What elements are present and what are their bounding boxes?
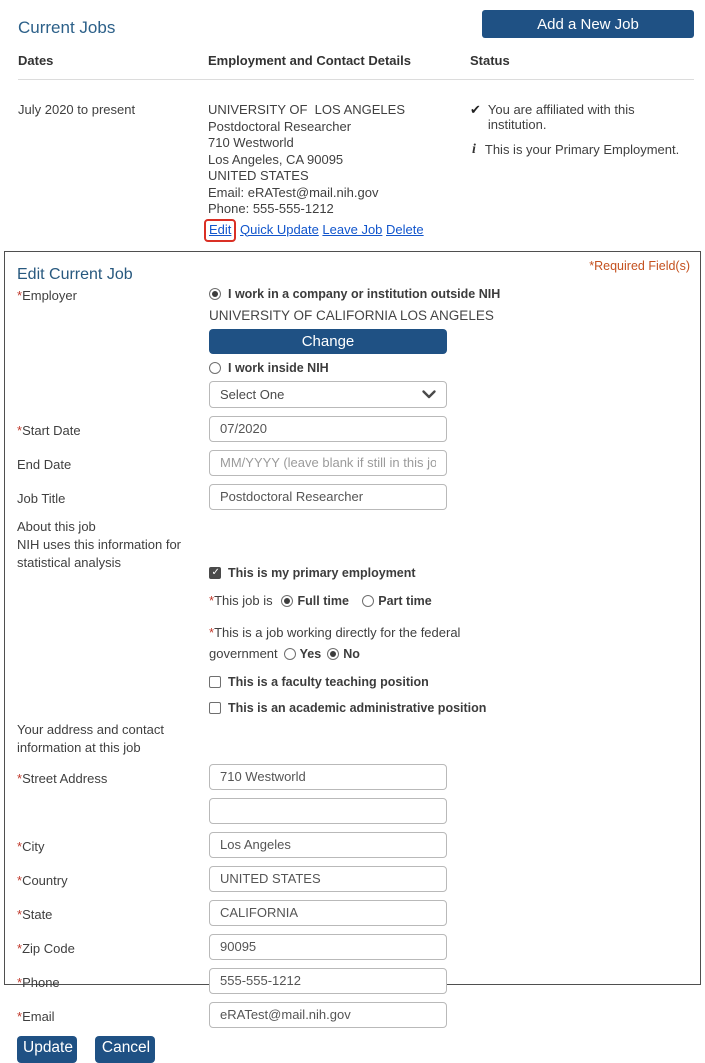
country-label: *Country [17, 872, 68, 888]
part-time-radio[interactable] [362, 595, 374, 607]
add-new-job-button[interactable]: Add a New Job [482, 10, 694, 38]
about-this-job-label: About this job NIH uses this information for statistical analysis [17, 518, 182, 570]
federal-yes-radio[interactable] [284, 648, 296, 660]
email-input[interactable] [209, 1002, 447, 1028]
federal-no-radio-label: No [343, 646, 360, 661]
primary-employment-status [470, 142, 694, 157]
employer-label: *Employer [17, 287, 77, 303]
end-date-input[interactable] [209, 450, 447, 476]
country-input[interactable] [209, 866, 447, 892]
nih-ic-select-value: Select One [220, 386, 285, 402]
email-label: *Email [17, 1008, 55, 1024]
detail-line-title: Postdoctoral Researcher [208, 118, 352, 134]
primary-employment-status-text: This is your Primary Employment. [484, 142, 680, 157]
nih-ic-select[interactable] [209, 381, 447, 408]
edit-annotation-box [204, 219, 236, 242]
inside-nih-radio-label: I work inside NIH [228, 360, 329, 375]
zip-code-label: *Zip Code [17, 940, 75, 956]
job-row [18, 102, 694, 242]
job-is-label: This job is [214, 592, 273, 608]
job-details [208, 102, 470, 242]
federal-no-radio[interactable] [327, 648, 339, 660]
faculty-position-checkbox[interactable] [209, 676, 221, 688]
start-date-label: *Start Date [17, 422, 81, 438]
primary-employment-checkbox-label: This is my primary employment [228, 565, 416, 580]
employer-company-name: UNIVERSITY OF CALIFORNIA LOS ANGELES [209, 307, 494, 323]
address-section-header: Your address and contact information at this job [17, 721, 164, 755]
form-title: Edit Current Job [17, 265, 133, 283]
edit-link[interactable]: Edit [209, 221, 232, 237]
jobs-table-header [18, 53, 694, 68]
full-time-radio[interactable] [281, 595, 293, 607]
faculty-position-checkbox-label: This is a faculty teaching position [228, 674, 429, 689]
column-header-details: Employment and Contact Details [208, 53, 411, 68]
federal-government-question: *This is a job working directly for the federal government Yes No [209, 624, 461, 661]
state-label: *State [17, 906, 53, 922]
outside-nih-radio[interactable] [209, 288, 221, 300]
street-address-label: *Street Address [17, 770, 108, 786]
city-label: *City [17, 838, 45, 854]
city-input[interactable] [209, 832, 447, 858]
detail-line-email: Email: eRATest@mail.nih.gov [208, 184, 379, 200]
update-button[interactable]: Update [17, 1036, 77, 1063]
delete-link[interactable]: Delete [386, 221, 424, 237]
edit-current-job-form: *Required Field(s) Edit Current Job *Employer I work in a company or institution outside NIH UNIVERSITY OF CALIFORNIA LOS ANGELES Change I work inside NIH Select One *Start Date 07/2020 End Date MM/YYYY (leave blank if still in this job) Job Title Postdoctoral Researcher About this job NIH uses this information for statistical analysis ✓ This is my primary employment *This job is Full time Part time *This is a job working directly for the federal government Yes No This is a faculty teaching position This is an academic administrative position Your address and contact information at this job *Street Address 710 Westworld *City Los Angeles *Country UNITED STATES *State CALIFORNIA *Zip Code 90095 *Phone 555-555-1212 *Email eRATest@mail.nih.gov Update Cancel [4, 251, 701, 985]
phone-label: *Phone [17, 974, 60, 990]
street-address-input[interactable] [209, 764, 447, 790]
cancel-button[interactable]: Cancel [95, 1036, 155, 1063]
check-icon: ✔ [470, 102, 481, 117]
affiliation-status-text: You are affiliated with this institution. [487, 102, 635, 132]
federal-government-label: This is a job working directly for the federal government [209, 624, 461, 661]
job-title-input[interactable] [209, 484, 447, 510]
column-header-status: Status [470, 53, 510, 68]
outside-nih-radio-label: I work in a company or institution outside NIH [228, 286, 501, 301]
street-address2-label [17, 798, 209, 824]
leave-job-link[interactable]: Leave Job [322, 221, 383, 237]
full-time-radio-label: Full time [297, 593, 349, 608]
street-address2-input[interactable] [209, 798, 447, 824]
inside-nih-radio[interactable] [209, 362, 221, 374]
detail-line-institution: UNIVERSITY OF LOS ANGELES [208, 102, 405, 117]
affiliation-status [470, 102, 694, 132]
zip-code-input[interactable] [209, 934, 447, 960]
required-fields-note: *Required Field(s) [589, 258, 690, 273]
header-divider [18, 79, 694, 80]
start-date-input[interactable] [209, 416, 447, 442]
primary-employment-checkbox[interactable] [209, 567, 221, 579]
chevron-down-icon [422, 387, 436, 402]
detail-line-phone: Phone: 555-555-1212 [208, 201, 334, 216]
phone-input[interactable] [209, 968, 447, 994]
detail-line-city: Los Angeles, CA 90095 [208, 151, 344, 167]
change-employer-button[interactable]: Change [209, 329, 447, 354]
federal-yes-radio-label: Yes [299, 646, 322, 661]
job-action-links [208, 219, 470, 242]
page-title: Current Jobs [18, 18, 116, 37]
admin-position-checkbox[interactable] [209, 702, 221, 714]
job-status [470, 102, 694, 242]
job-dates: July 2020 to present [18, 102, 136, 117]
admin-position-checkbox-label: This is an academic administrative position [228, 700, 487, 715]
job-title-label: Job Title [17, 490, 66, 506]
detail-line-street: 710 Westworld [208, 135, 294, 150]
detail-line-country: UNITED STATES [208, 168, 309, 183]
current-jobs-section [0, 0, 705, 242]
quick-update-link[interactable]: Quick Update [240, 221, 319, 237]
part-time-radio-label: Part time [378, 593, 432, 608]
info-icon: i [472, 142, 476, 157]
state-input[interactable] [209, 900, 447, 926]
column-header-dates: Dates [18, 53, 54, 68]
end-date-label: End Date [17, 456, 72, 472]
